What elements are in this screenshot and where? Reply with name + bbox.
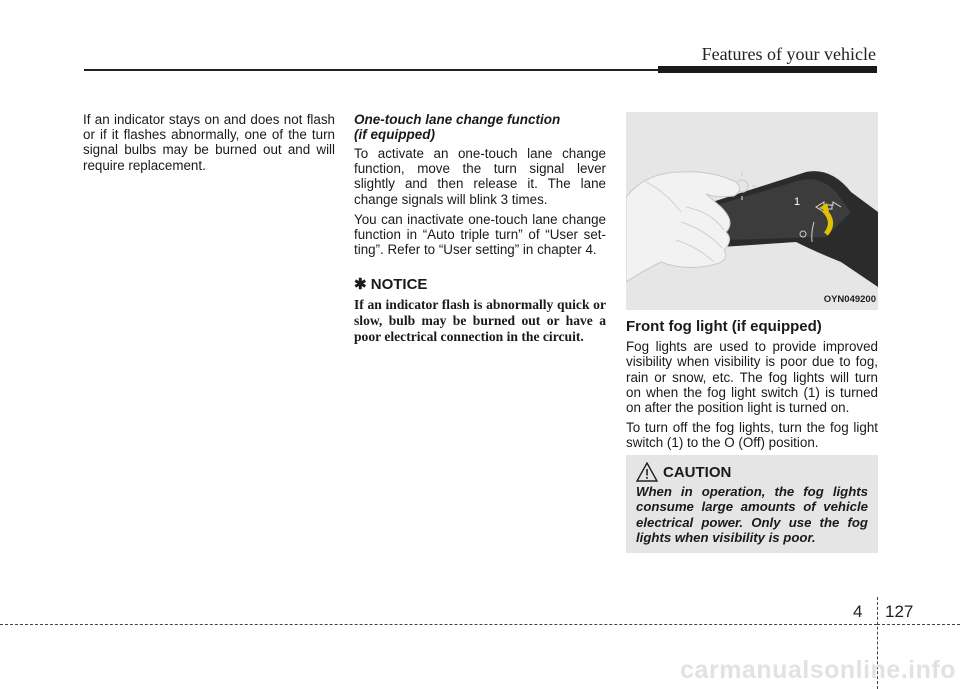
watermark: carmanualsonline.info — [680, 656, 956, 684]
footer-divider-right — [877, 624, 960, 625]
page-number: 127 — [885, 602, 914, 621]
caution-box — [626, 455, 878, 553]
footer-divider — [0, 624, 877, 625]
fog-light-paragraph-2: To turn off the fog lights, turn the fog light switch (1) to the O (Off) position. — [626, 420, 878, 451]
caution-title: CAUTION — [663, 464, 732, 481]
subhead-line-1: One-touch lane change function — [354, 112, 561, 127]
switch-label-1: 1 — [794, 196, 801, 208]
column-left — [83, 112, 335, 178]
header-rule — [84, 69, 658, 71]
fog-light-switch-photo — [626, 112, 878, 310]
notice-title: ✱ NOTICE — [354, 276, 428, 294]
notice-body: If an indicator flash is abnormally quick or slow, bulb may be burned out or have a poor electrical connection in the circuit. — [354, 296, 606, 344]
page-header-title: Features of your vehicle — [701, 44, 876, 64]
column-middle — [354, 112, 606, 350]
column-right — [626, 112, 878, 456]
subhead-line-2: (if equipped) — [354, 127, 435, 142]
lane-change-subheading — [354, 112, 606, 142]
lane-change-paragraph-1: To activate an one-touch lane change function, move the turn signal lever slightly and then release it. The lane change signals will blink 3 times. — [354, 146, 606, 207]
hand-on-lever-illustration — [626, 112, 878, 310]
fog-light-paragraph-1: Fog lights are used to provide improved visibility when visibility is poor due to fog, rain or snow, etc. The fog lights will turn on when the fog light switch (1) is turned on after the position light is turned on. — [626, 339, 878, 416]
photo-code: OYN049200 — [823, 293, 876, 305]
chapter-number: 4 — [853, 602, 863, 621]
warning-triangle-icon — [636, 462, 658, 482]
header-rule-accent — [658, 66, 877, 73]
caution-body: When in operation, the fog lights consume large amounts of vehicle electrical power. Only use the fog lights when visibility is poor. — [636, 484, 868, 546]
lane-change-paragraph-2: You can inactivate one-touch lane change function in “Auto triple turn” of “User set- ting”. Refer to “User setting” in chapter 4. — [354, 211, 606, 258]
indicator-paragraph: If an indicator stays on and does not flash or if it flashes abnormally, one of the turn signal bulbs may be burned out and will require replacement. — [83, 112, 335, 173]
fog-light-section-title: Front fog light (if equipped) — [626, 318, 822, 335]
